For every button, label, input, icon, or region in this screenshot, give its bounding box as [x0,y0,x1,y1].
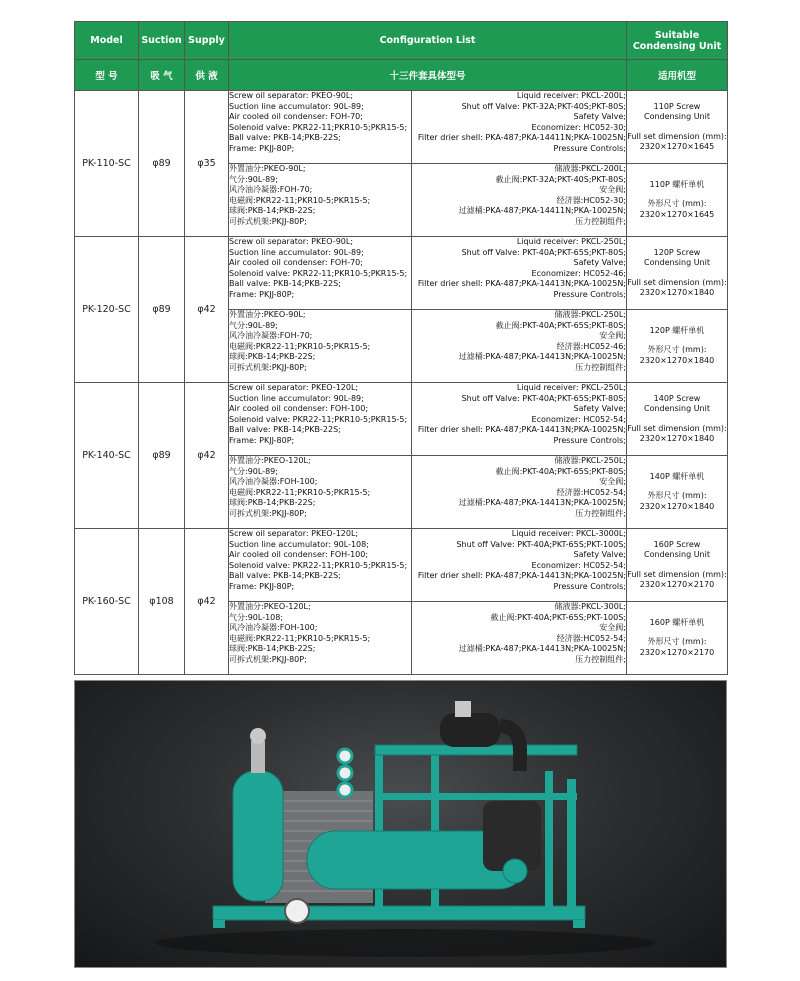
unit-en [627,529,728,602]
config-en-right [412,529,627,602]
config-en-left [229,91,412,164]
config-line: 电磁阀:PKR22-11;PKR10-5;PKR15-5; [229,487,371,497]
config-line: Solenoid valve: PKR22-11;PKR10-5;PKR15-5; [229,268,408,278]
config-line: 电磁阀:PKR22-11;PKR10-5;PKR15-5; [229,341,371,351]
config-line: Pressure Controls; [553,143,626,153]
header-model-cn: 型 号 [75,60,139,91]
unit-cn [627,602,728,675]
config-line: Screw oil separator: PKEO-90L; [229,237,354,246]
unit-title-line: 160P Screw [653,539,701,549]
config-line: 过滤桶:PKA-487;PKA-14411N;PKA-10025N; [458,206,626,216]
unit-dimension-line: 2320×1270×1645 [639,209,715,219]
config-cn-right [412,602,627,675]
config-line: Economizer: HC052-30; [531,122,626,132]
config-line: 风冷油冷凝器:FOH-70; [229,185,313,195]
config-line: Shut off Valve: PKT-40A;PKT-65S;PKT-100S; [456,539,626,549]
table-row [75,237,728,310]
config-line: Ball valve: PKB-14;PKB-22S; [229,133,341,143]
config-line: 安全阀; [599,477,626,487]
config-en-right [412,237,627,310]
config-line: Suction line accumulator: 90L-108; [229,539,369,549]
cell-suction: φ108 [139,529,185,675]
unit-dimension-line: 外形尺寸 (mm): [647,637,707,647]
unit-dimension-line: 2320×1270×2170 [639,580,715,589]
header-supply: Supply [185,22,229,60]
cell-supply: φ42 [185,383,229,529]
config-line: Ball valve: PKB-14;PKB-22S; [229,425,341,435]
unit-title-line: Condensing Unit [644,550,710,559]
unit-dimension-line: Full set dimension (mm): [627,569,727,579]
cell-model: PK-140-SC [75,383,139,529]
unit-dimension-line: 2320×1270×2170 [639,647,715,657]
unit-title-line: Condensing Unit [644,112,710,121]
header-suction: Suction [139,22,185,60]
config-line: Frame: PKJJ-80P; [229,289,295,299]
unit-dimension-line: 2320×1270×1645 [639,142,715,151]
config-line: Shut off Valve: PKT-40A;PKT-65S;PKT-80S; [461,247,626,257]
unit-cn [627,456,728,529]
config-en-right [412,91,627,164]
cell-model: PK-160-SC [75,529,139,675]
config-line: 气分:90L-89; [229,174,278,184]
table-row [75,91,728,164]
config-en-left [229,529,412,602]
unit-cn [627,164,728,237]
config-line: 压力控制组件; [575,508,626,518]
config-line: Liquid receiver: PKCL-250L; [516,237,626,246]
config-line: 可拆式机架:PKJJ-80P; [229,216,307,226]
config-line: Solenoid valve: PKR22-11;PKR10-5;PKR15-5; [229,560,408,570]
config-line: Frame: PKJJ-80P; [229,435,295,445]
unit-dimension-line: 2320×1270×1840 [639,501,715,511]
config-line: Pressure Controls; [553,289,626,299]
config-en-left [229,383,412,456]
config-line: Air cooled oil condenser: FOH-100; [229,550,369,560]
config-line: Economizer: HC052-46; [531,268,626,278]
config-line: 球阀:PKB-14;PKB-22S; [229,498,316,508]
config-line: 过滤桶:PKA-487;PKA-14413N;PKA-10025N; [458,352,626,362]
unit-title-line: Condensing Unit [644,258,710,267]
config-line: 安全阀; [599,185,626,195]
unit-title-line: 110P Screw [653,101,701,111]
unit-dimension-line: 2320×1270×1840 [639,355,715,365]
table-row [75,529,728,602]
config-line: 气分:90L-89; [229,466,278,476]
config-line: 截止阀:PKT-40A;PKT-65S;PKT-100S; [490,612,626,622]
header-suction-cn: 吸 气 [139,60,185,91]
unit-en [627,91,728,164]
unit-title-line: 120P Screw [653,247,701,257]
unit-title-line: 110P 螺杆单机 [649,179,705,189]
unit-title-line: 140P 螺杆单机 [649,471,705,481]
condensing-unit-image [75,681,726,967]
config-line: 球阀:PKB-14;PKB-22S; [229,644,316,654]
table-row [75,383,728,456]
config-line: Safety Valve; [573,112,626,122]
unit-dimension-line: 2320×1270×1840 [639,288,715,297]
config-line: 安全阀; [599,331,626,341]
config-line: Solenoid valve: PKR22-11;PKR10-5;PKR15-5; [229,414,408,424]
unit-dimension-line: 外形尺寸 (mm): [647,199,707,209]
config-cn-left [229,310,412,383]
config-line: 气分:90L-89; [229,320,278,330]
cell-supply: φ42 [185,237,229,383]
config-line: Pressure Controls; [553,435,626,445]
unit-title-line: 120P 螺杆单机 [649,325,705,335]
config-line: Screw oil separator: PKEO-120L; [229,529,359,538]
config-line: Ball valve: PKB-14;PKB-22S; [229,279,341,289]
config-en-left [229,237,412,310]
config-line: 外置油分:PKEO-120L; [229,456,311,465]
config-line: Solenoid valve: PKR22-11;PKR10-5;PKR15-5; [229,122,408,132]
config-line: Filter drier shell: PKA-487;PKA-14413N;PKA-10025N; [417,279,626,289]
config-line: Screw oil separator: PKEO-90L; [229,91,354,100]
config-line: 储液器:PKCL-250L; [554,456,626,465]
config-line: Ball valve: PKB-14;PKB-22S; [229,571,341,581]
spec-table-body [75,91,728,675]
config-line: Air cooled oil condenser: FOH-70; [229,112,363,122]
config-line: 过滤桶:PKA-487;PKA-14413N;PKA-10025N; [458,644,626,654]
unit-title-line: 160P 螺杆单机 [649,617,705,627]
config-line: 截止阀:PKT-32A;PKT-40S;PKT-80S; [495,174,626,184]
config-line: 压力控制组件; [575,362,626,372]
config-en-right [412,383,627,456]
config-cn-right [412,456,627,529]
unit-cn [627,310,728,383]
config-line: Safety Valve; [573,404,626,414]
config-line: 球阀:PKB-14;PKB-22S; [229,352,316,362]
unit-dimension-line: Full set dimension (mm): [627,131,727,141]
config-line: Filter drier shell: PKA-487;PKA-14413N;PKA-10025N; [417,425,626,435]
config-line: Suction line accumulator: 90L-89; [229,247,364,257]
unit-dimension-line: Full set dimension (mm): [627,277,727,287]
unit-dimension-line: 外形尺寸 (mm): [647,345,707,355]
config-line: Air cooled oil condenser: FOH-100; [229,404,369,414]
unit-dimension-line: 外形尺寸 (mm): [647,491,707,501]
config-line: Air cooled oil condenser: FOH-70; [229,258,363,268]
config-line: 截止阀:PKT-40A;PKT-65S;PKT-80S; [495,466,626,476]
config-line: 风冷油冷凝器:FOH-100; [229,623,318,633]
config-line: 储液器:PKCL-300L; [554,602,626,611]
config-line: 过滤桶:PKA-487;PKA-14413N;PKA-10025N; [458,498,626,508]
unit-dimension-line: Full set dimension (mm): [627,423,727,433]
config-line: 安全阀; [599,623,626,633]
config-line: 储液器:PKCL-250L; [554,310,626,319]
config-line: 气分:90L-108; [229,612,284,622]
cell-suction: φ89 [139,237,185,383]
config-line: Liquid receiver: PKCL-250L; [516,383,626,392]
config-line: Filter drier shell: PKA-487;PKA-14413N;PKA-10025N; [417,571,626,581]
header-model: Model [75,22,139,60]
config-line: 压力控制组件; [575,654,626,664]
config-line: 风冷油冷凝器:FOH-70; [229,331,313,341]
config-line: Economizer: HC052-54; [531,414,626,424]
header-unit: Suitable Condensing Unit [627,22,728,60]
config-line: 可拆式机架:PKJJ-80P; [229,508,307,518]
config-line: Suction line accumulator: 90L-89; [229,393,364,403]
header-config: Configuration List [229,22,627,60]
cell-suction: φ89 [139,91,185,237]
header-row-cn [75,60,728,91]
cell-suction: φ89 [139,383,185,529]
config-cn-left [229,164,412,237]
config-line: 电磁阀:PKR22-11;PKR10-5;PKR15-5; [229,633,371,643]
unit-en [627,383,728,456]
config-cn-right [412,310,627,383]
cell-model: PK-110-SC [75,91,139,237]
header-unit-cn: 适用机型 [627,60,728,91]
config-line: 外置油分:PKEO-90L; [229,310,306,319]
cell-supply: φ35 [185,91,229,237]
config-line: Frame: PKJJ-80P; [229,143,295,153]
header-row-en [75,22,728,60]
config-line: Pressure Controls; [553,581,626,591]
config-line: 电磁阀:PKR22-11;PKR10-5;PKR15-5; [229,195,371,205]
config-cn-left [229,602,412,675]
config-line: Safety Valve; [573,258,626,268]
unit-title-line: Condensing Unit [644,404,710,413]
spec-table [74,21,728,675]
config-line: 截止阀:PKT-40A;PKT-65S;PKT-80S; [495,320,626,330]
config-line: 外置油分:PKEO-90L; [229,164,306,173]
config-line: Liquid receiver: PKCL-3000L; [511,529,626,538]
config-line: 储液器:PKCL-200L; [554,164,626,173]
config-line: 可拆式机架:PKJJ-80P; [229,654,307,664]
config-line: Filter drier shell: PKA-487;PKA-14411N;PKA-10025N; [417,133,626,143]
product-photo [74,680,727,968]
config-line: 外置油分:PKEO-120L; [229,602,311,611]
config-line: Safety Valve; [573,550,626,560]
config-line: 可拆式机架:PKJJ-80P; [229,362,307,372]
config-line: Suction line accumulator: 90L-89; [229,101,364,111]
config-line: Frame: PKJJ-80P; [229,581,295,591]
config-line: Shut off Valve: PKT-32A;PKT-40S;PKT-80S; [461,101,626,111]
header-config-cn: 十三件套具体型号 [229,60,627,91]
config-line: 经济器:HC052-30; [556,195,626,205]
config-line: 压力控制组件; [575,216,626,226]
config-cn-left [229,456,412,529]
cell-model: PK-120-SC [75,237,139,383]
config-line: 经济器:HC052-54; [556,487,626,497]
config-line: 风冷油冷凝器:FOH-100; [229,477,318,487]
unit-en [627,237,728,310]
cell-supply: φ42 [185,529,229,675]
unit-dimension-line: 2320×1270×1840 [639,434,715,443]
unit-title-line: 140P Screw [653,393,701,403]
config-line: Liquid receiver: PKCL-200L; [516,91,626,100]
config-line: Shut off Valve: PKT-40A;PKT-65S;PKT-80S; [461,393,626,403]
config-line: Screw oil separator: PKEO-120L; [229,383,359,392]
config-line: Economizer: HC052-54; [531,560,626,570]
header-supply-cn: 供 液 [185,60,229,91]
config-cn-right [412,164,627,237]
config-line: 经济器:HC052-46; [556,341,626,351]
config-line: 经济器:HC052-54; [556,633,626,643]
config-line: 球阀:PKB-14;PKB-22S; [229,206,316,216]
